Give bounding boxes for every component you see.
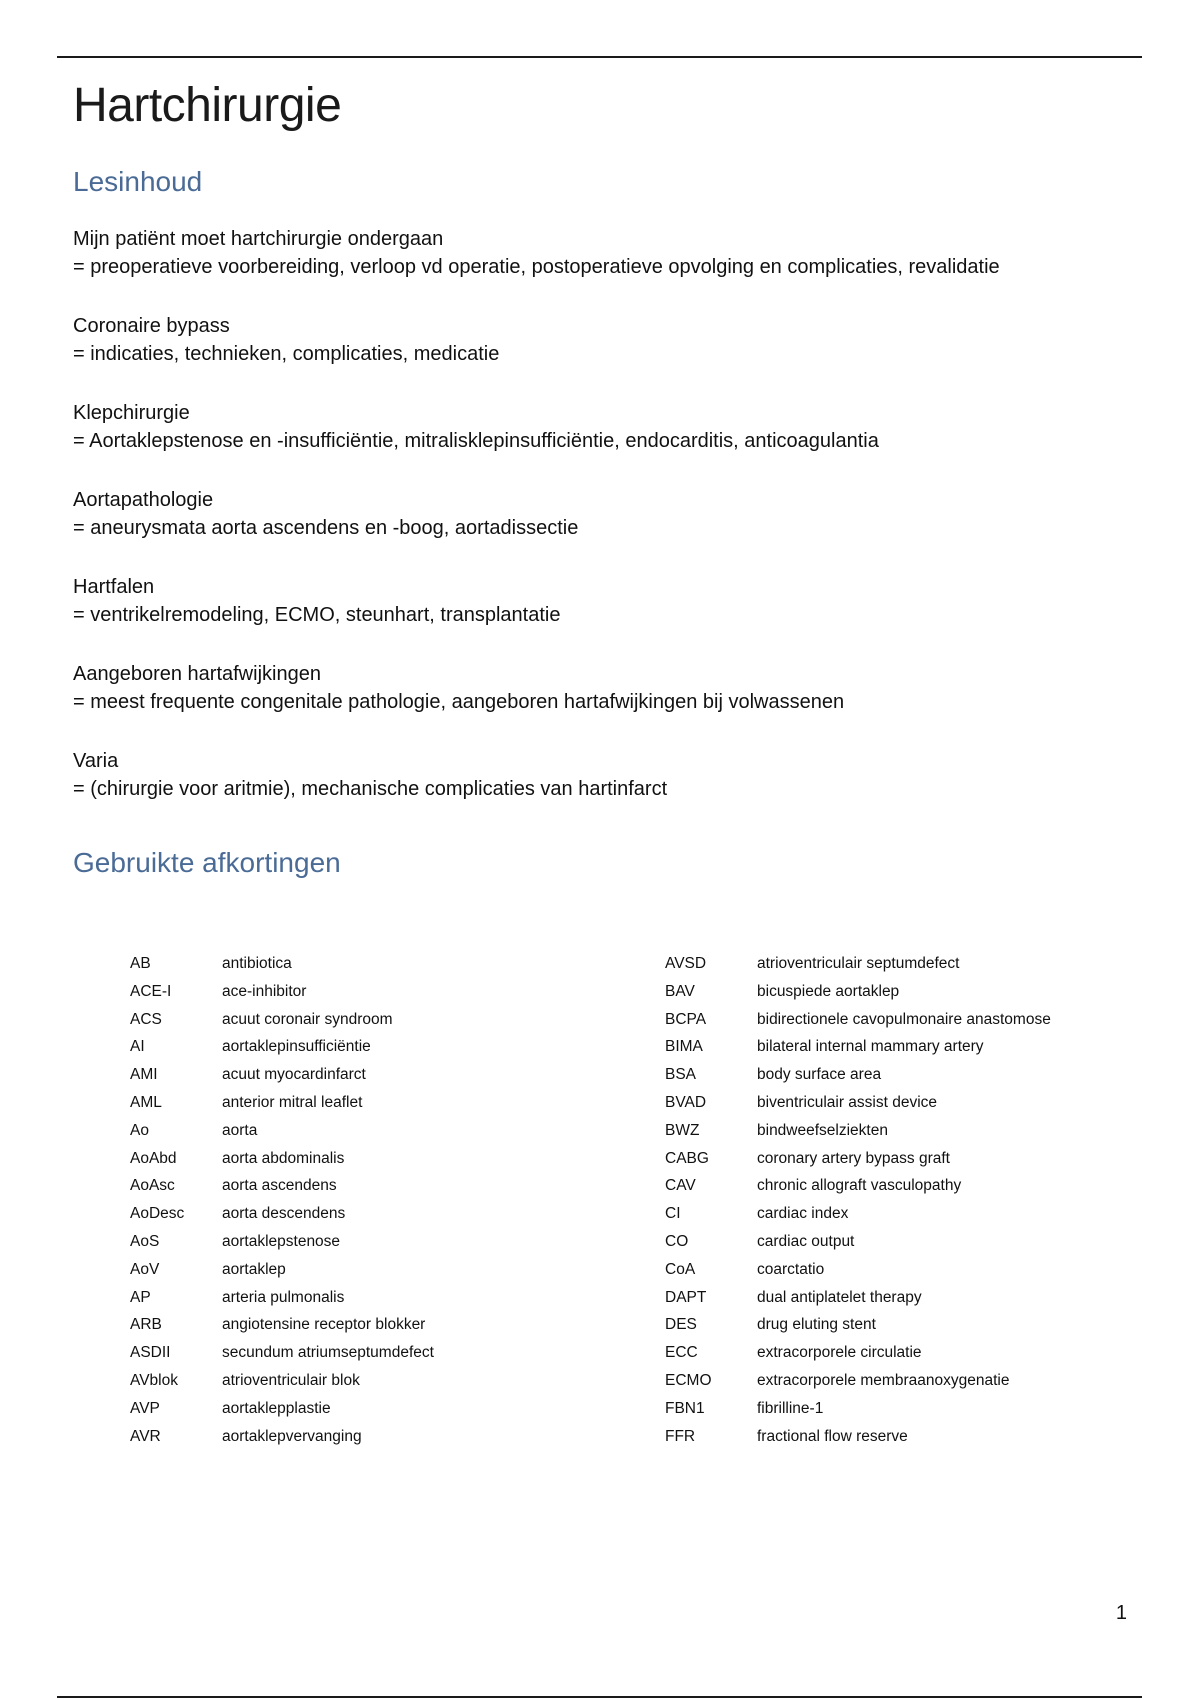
abbreviation-code: Ao xyxy=(130,1121,149,1139)
abbreviation-definition: antibiotica xyxy=(222,955,292,972)
abbreviation-definition: drug eluting stent xyxy=(757,1316,876,1334)
abbreviation-row xyxy=(130,1339,665,1367)
abbreviation-row xyxy=(665,1284,1125,1312)
abbreviation-row xyxy=(130,1117,665,1145)
abbreviation-code: AVSD xyxy=(665,955,707,972)
abbreviation-row xyxy=(130,1200,665,1228)
abbreviation-definition: coarctatio xyxy=(757,1260,825,1278)
abbreviation-code: AML xyxy=(130,1093,162,1111)
abbreviation-row xyxy=(130,1172,665,1200)
abbreviation-definition: arteria pulmonalis xyxy=(222,1288,345,1306)
abbreviation-definition: bidirectionele cavopulmonaire anastomose xyxy=(757,1010,1051,1028)
abbreviation-row xyxy=(665,1061,1125,1089)
abbreviation-definition: bicuspiede aortaklep xyxy=(757,982,900,1000)
abbreviation-definition: coronary artery bypass graft xyxy=(757,1149,950,1167)
abbreviation-code: AoS xyxy=(130,1232,160,1250)
abbreviation-row xyxy=(665,1089,1125,1117)
abbreviation-definition: bilateral internal mammary artery xyxy=(757,1038,984,1056)
abbreviation-code: AoV xyxy=(130,1260,160,1278)
topic-description: = Aortaklepstenose en -insufficiëntie, mitralisklepinsufficiëntie, endocarditis, anticoagulantia xyxy=(73,430,879,452)
abbreviation-code: BIMA xyxy=(665,1038,703,1056)
abbreviation-code: AB xyxy=(130,955,151,972)
abbreviation-row xyxy=(130,978,665,1006)
abbreviation-row xyxy=(665,1256,1125,1284)
abbreviation-column-right xyxy=(665,950,1125,1450)
abbreviation-definition: aortaklepplastie xyxy=(222,1399,331,1417)
abbreviation-definition: extracorporele membraanoxygenatie xyxy=(757,1371,1010,1389)
abbreviation-row xyxy=(665,950,1125,978)
topic-title: Varia xyxy=(73,750,119,772)
abbreviation-definition: acuut myocardinfarct xyxy=(222,1066,366,1084)
abbreviation-code: CoA xyxy=(665,1260,696,1278)
abbreviation-row xyxy=(665,1006,1125,1034)
abbreviation-code: AI xyxy=(130,1038,145,1056)
abbreviation-definition: cardiac index xyxy=(757,1205,849,1223)
topic-item xyxy=(73,225,1133,281)
abbreviation-row xyxy=(665,1339,1125,1367)
topic-item xyxy=(73,312,1133,368)
abbreviation-row xyxy=(665,1311,1125,1339)
topic-item xyxy=(73,747,1133,803)
page-content xyxy=(73,70,1133,883)
topic-description: = aneurysmata aorta ascendens en -boog, aortadissectie xyxy=(73,517,579,539)
abbreviation-code: ARB xyxy=(130,1316,162,1334)
abbreviation-code: BCPA xyxy=(665,1010,707,1028)
abbreviation-code: DAPT xyxy=(665,1288,707,1306)
topic-list xyxy=(73,225,1133,803)
abbreviation-definition: angiotensine receptor blokker xyxy=(222,1316,426,1334)
section-heading-afkortingen: Gebruikte afkortingen xyxy=(73,847,341,878)
topic-item xyxy=(73,486,1133,542)
abbreviation-row xyxy=(665,1395,1125,1423)
abbreviation-row xyxy=(130,1256,665,1284)
abbreviation-definition: fibrilline-1 xyxy=(757,1399,824,1417)
abbreviation-row xyxy=(665,1367,1125,1395)
page-number: 1 xyxy=(1115,1602,1127,1624)
abbreviation-definition: aortaklepinsufficiëntie xyxy=(222,1038,371,1056)
abbreviation-definition: atrioventriculair blok xyxy=(222,1371,360,1389)
abbreviation-code: AoAbd xyxy=(130,1149,177,1167)
abbreviation-code: ASDII xyxy=(130,1344,171,1362)
topic-title: Aortapathologie xyxy=(73,489,214,511)
abbreviation-code: CI xyxy=(665,1205,681,1223)
abbreviation-row xyxy=(130,1284,665,1312)
abbreviation-definition: aorta abdominalis xyxy=(222,1149,345,1167)
topic-description: = meest frequente congenitale pathologie, aangeboren hartafwijkingen bij volwassenen xyxy=(73,691,845,713)
abbreviation-code: CABG xyxy=(665,1149,709,1167)
abbreviation-definition: aorta ascendens xyxy=(222,1177,337,1195)
abbreviation-row xyxy=(665,1172,1125,1200)
topic-item xyxy=(73,399,1133,455)
abbreviation-column-left xyxy=(130,950,665,1450)
abbreviation-row xyxy=(130,1395,665,1423)
abbreviation-definition: atrioventriculair septumdefect xyxy=(757,955,960,972)
abbreviation-definition: fractional flow reserve xyxy=(757,1427,908,1445)
abbreviation-definition: aortaklep xyxy=(222,1260,286,1278)
abbreviation-code: ACS xyxy=(130,1010,162,1028)
abbreviation-definition: cardiac output xyxy=(757,1232,855,1250)
topic-item xyxy=(73,660,1133,716)
abbreviation-row xyxy=(665,1145,1125,1173)
footer-rule xyxy=(57,1696,1142,1698)
abbreviation-code: BAV xyxy=(665,982,695,1000)
abbreviation-code: AoAsc xyxy=(130,1177,175,1195)
section-heading-lesinhoud: Lesinhoud xyxy=(73,166,203,197)
abbreviation-definition: bindweefselziekten xyxy=(757,1121,888,1139)
abbreviation-definition: aortaklepvervanging xyxy=(222,1427,362,1445)
abbreviation-definition: chronic allograft vasculopathy xyxy=(757,1177,962,1195)
abbreviation-code: ECMO xyxy=(665,1371,712,1389)
abbreviation-definition: ace-inhibitor xyxy=(222,982,307,1000)
abbreviation-code: BWZ xyxy=(665,1121,700,1139)
abbreviation-definition: acuut coronair syndroom xyxy=(222,1010,393,1028)
abbreviation-row xyxy=(130,950,665,978)
abbreviation-code: AP xyxy=(130,1288,151,1306)
abbreviation-code: AVP xyxy=(130,1399,160,1417)
abbreviation-code: BVAD xyxy=(665,1093,707,1111)
topic-description: = indicaties, technieken, complicaties, medicatie xyxy=(73,343,500,365)
abbreviation-row xyxy=(130,1006,665,1034)
topic-description: = preoperatieve voorbereiding, verloop vd operatie, postoperatieve opvolging en complicaties, revalidatie xyxy=(73,256,1000,278)
abbreviation-table xyxy=(130,950,1130,1450)
abbreviation-definition: body surface area xyxy=(757,1066,882,1084)
topic-description: = (chirurgie voor aritmie), mechanische complicaties van hartinfarct xyxy=(73,778,668,800)
abbreviation-definition: anterior mitral leaflet xyxy=(222,1093,363,1111)
abbreviation-definition: aorta descendens xyxy=(222,1205,346,1223)
topic-title: Hartfalen xyxy=(73,576,155,598)
abbreviation-row xyxy=(130,1311,665,1339)
abbreviation-row xyxy=(130,1089,665,1117)
abbreviation-definition: biventriculair assist device xyxy=(757,1093,938,1111)
abbreviation-code: FBN1 xyxy=(665,1399,705,1417)
abbreviation-row xyxy=(665,1117,1125,1145)
abbreviation-code: ECC xyxy=(665,1344,698,1362)
topic-description: = ventrikelremodeling, ECMO, steunhart, transplantatie xyxy=(73,604,561,626)
document-title: Hartchirurgie xyxy=(73,79,342,132)
abbreviation-code: DES xyxy=(665,1316,697,1334)
abbreviation-row xyxy=(665,1423,1125,1451)
abbreviation-code: BSA xyxy=(665,1066,697,1084)
topic-title: Mijn patiënt moet hartchirurgie ondergaan xyxy=(73,228,444,250)
abbreviation-row xyxy=(665,1033,1125,1061)
topic-title: Aangeboren hartafwijkingen xyxy=(73,663,321,685)
abbreviation-code: CAV xyxy=(665,1177,696,1195)
abbreviation-row xyxy=(130,1367,665,1395)
abbreviation-code: FFR xyxy=(665,1427,696,1445)
abbreviation-definition: aortaklepstenose xyxy=(222,1232,341,1250)
topic-item xyxy=(73,573,1133,629)
abbreviation-code: ACE-I xyxy=(130,982,172,1000)
header-rule xyxy=(57,56,1142,58)
abbreviation-code: AoDesc xyxy=(130,1205,185,1223)
topic-title: Klepchirurgie xyxy=(73,402,190,424)
abbreviation-row xyxy=(130,1145,665,1173)
abbreviation-definition: aorta xyxy=(222,1121,258,1139)
abbreviation-code: AVR xyxy=(130,1427,161,1445)
abbreviation-definition: extracorporele circulatie xyxy=(757,1344,922,1362)
abbreviation-definition: secundum atriumseptumdefect xyxy=(222,1344,434,1362)
abbreviation-row xyxy=(665,1200,1125,1228)
abbreviation-row xyxy=(665,978,1125,1006)
abbreviation-row xyxy=(130,1228,665,1256)
abbreviation-code: AMI xyxy=(130,1066,158,1084)
abbreviation-code: CO xyxy=(665,1232,689,1250)
abbreviation-definition: dual antiplatelet therapy xyxy=(757,1288,922,1306)
abbreviation-row xyxy=(130,1033,665,1061)
abbreviation-code: AVblok xyxy=(130,1371,178,1389)
abbreviation-row xyxy=(130,1423,665,1451)
abbreviation-row xyxy=(665,1228,1125,1256)
abbreviation-row xyxy=(130,1061,665,1089)
topic-title: Coronaire bypass xyxy=(73,315,230,337)
